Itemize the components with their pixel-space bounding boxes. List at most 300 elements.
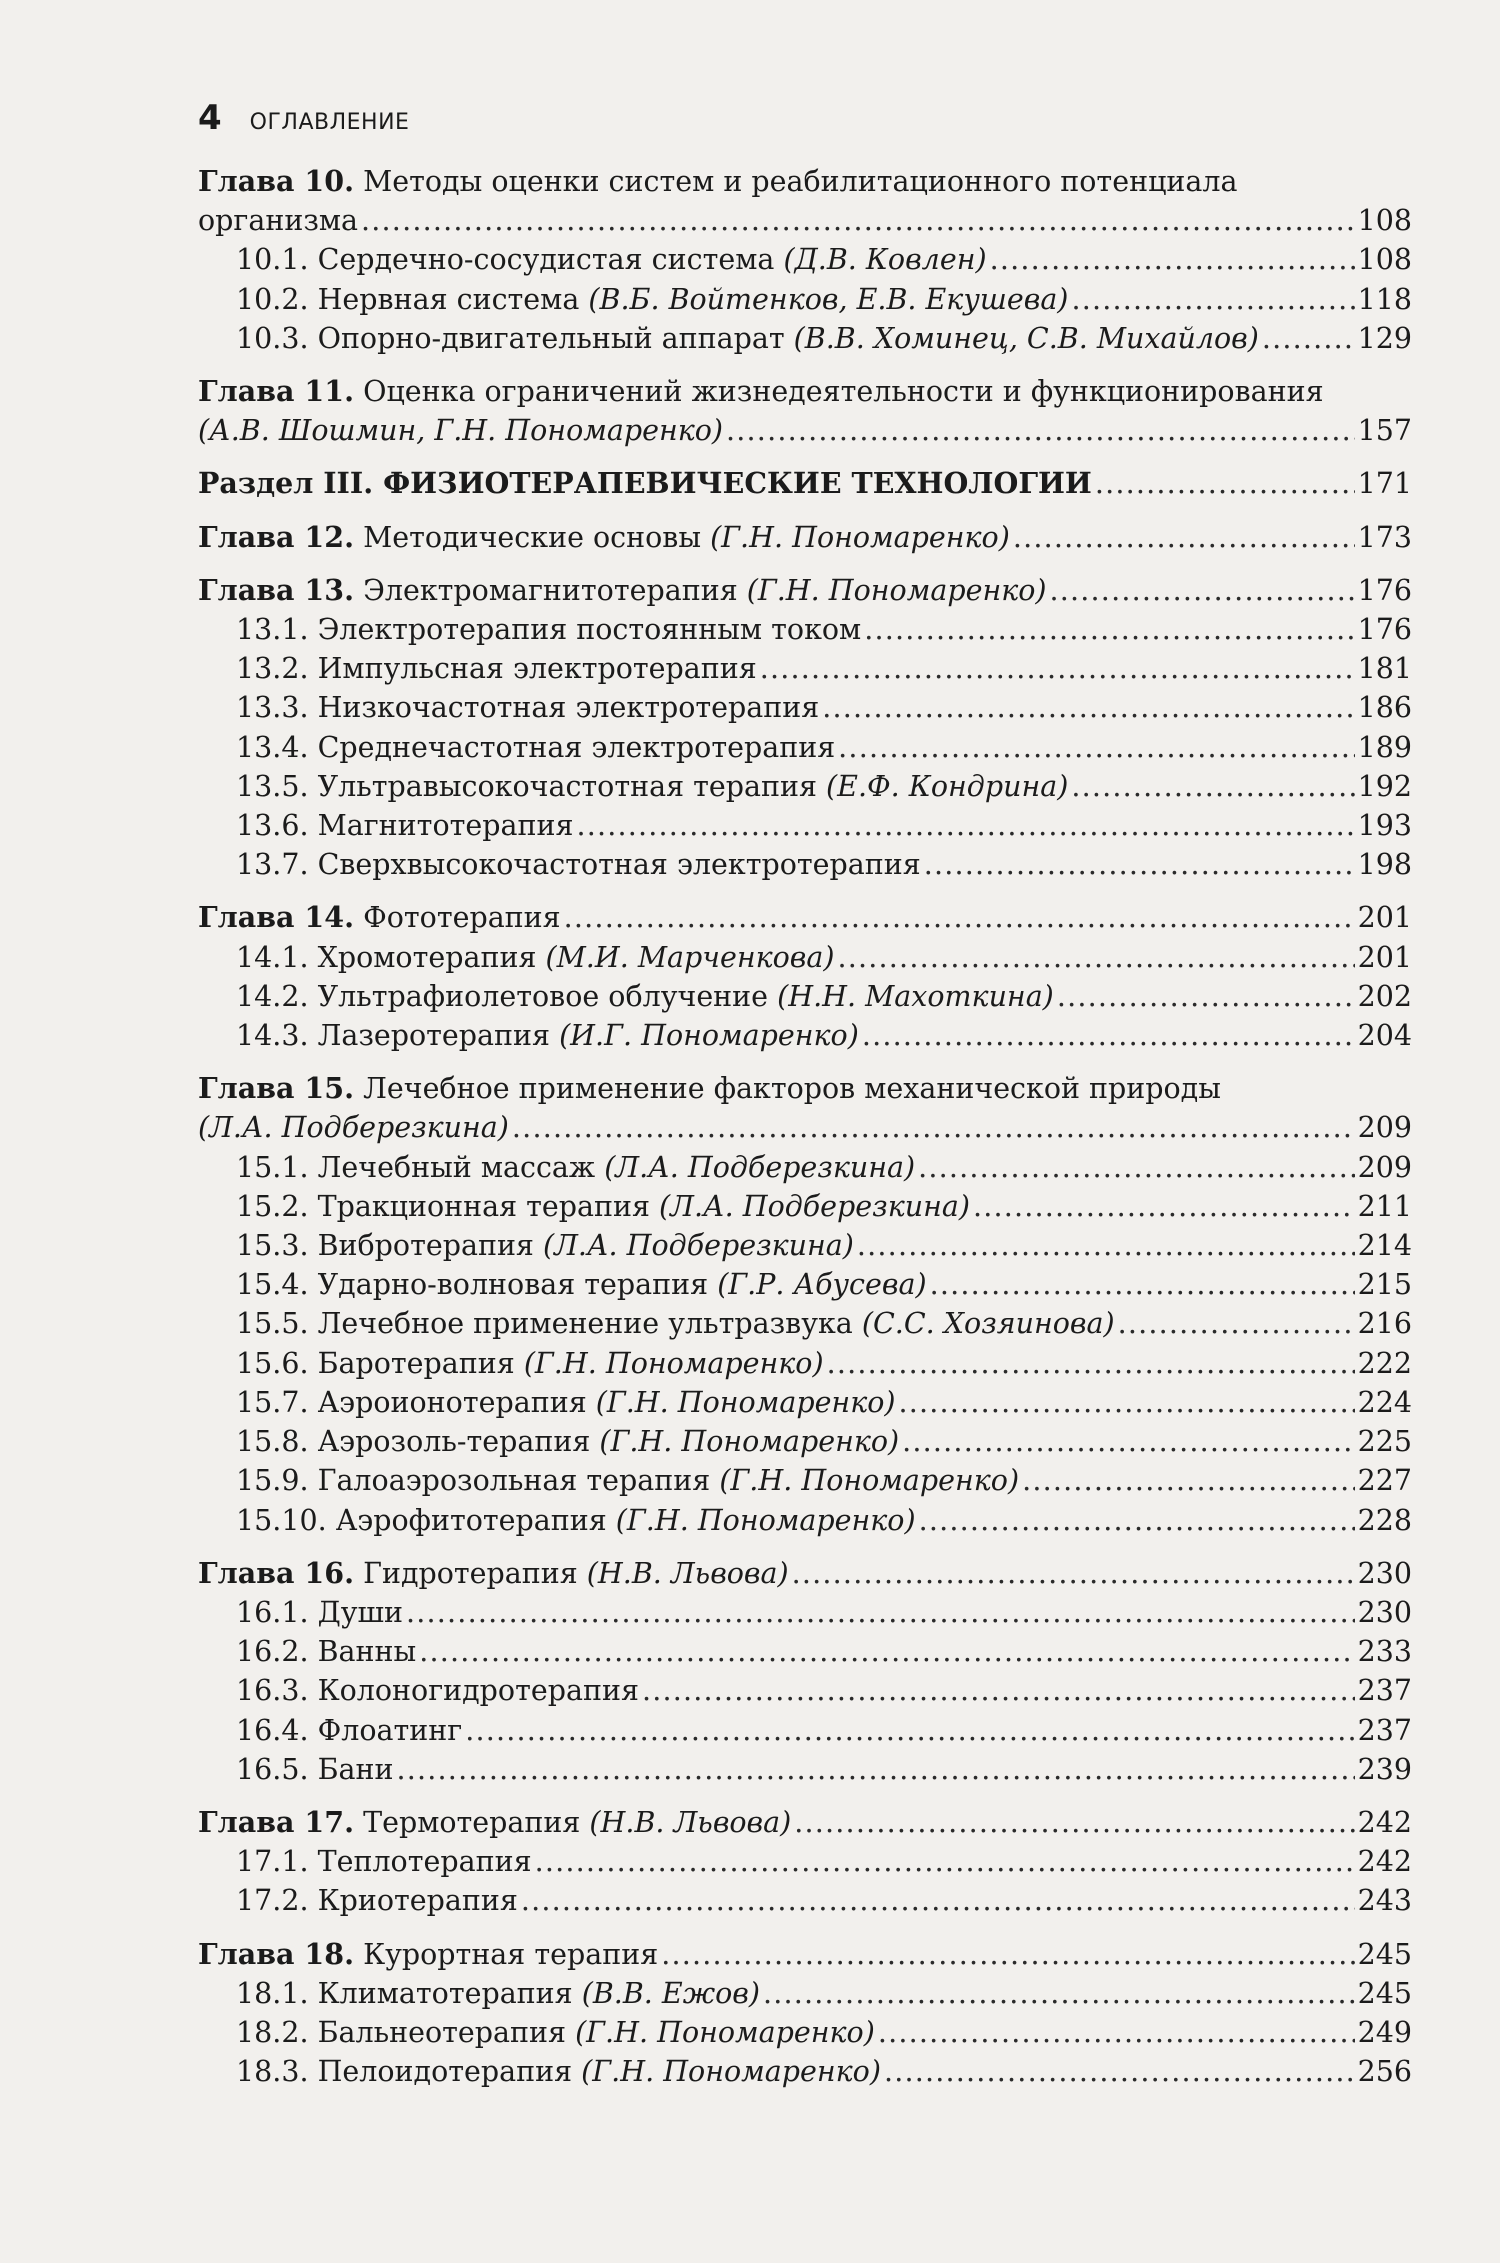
page-ref: 211 [1357, 1189, 1412, 1223]
section-title: Раздел III. ФИЗИОТЕРАПЕВИЧЕСКИЕ ТЕХНОЛОГИИ [198, 466, 1092, 501]
dot-leader [924, 845, 1355, 884]
chapter-label: Глава 11. [198, 374, 355, 409]
toc-chapter[interactable] [198, 571, 1412, 610]
toc-subentry[interactable] [198, 767, 1412, 806]
subentry-text [236, 1881, 518, 1920]
subentry-title: 15.7. Аэроионотерапия [236, 1385, 596, 1419]
toc-subentry[interactable] [198, 938, 1412, 977]
toc-subentry[interactable] [198, 1344, 1412, 1383]
subentry-text [236, 728, 835, 767]
toc-line [198, 1803, 1412, 1842]
subentry-text [236, 1304, 1115, 1343]
page-ref: 245 [1357, 1976, 1412, 2010]
subentry-text [236, 1344, 824, 1383]
subentry-title: 15.3. Вибротерапия [236, 1229, 543, 1263]
toc-line [198, 1935, 1412, 1974]
dot-leader [792, 1554, 1355, 1593]
page-ref: 157 [1357, 414, 1412, 448]
toc-line [236, 610, 1412, 649]
toc-subentry[interactable] [198, 1383, 1412, 1422]
subentry-title: 13.2. Импульсная электротерапия [236, 652, 757, 686]
toc-chapter[interactable] [198, 898, 1412, 937]
subentry-text [236, 845, 921, 884]
subentry-author: (Г.Н. Пономаренко) [615, 1503, 916, 1537]
subentry-text [236, 1593, 403, 1632]
toc-subentry[interactable] [198, 1671, 1412, 1710]
toc-chapter[interactable] [198, 372, 1412, 450]
chapter-label: Глава 16. [198, 1555, 355, 1590]
page-number: 4 [198, 98, 222, 138]
dot-leader [1050, 571, 1355, 610]
subentry-author: (Л.А. Подберезкина) [542, 1229, 854, 1263]
chapter-continuation [198, 411, 723, 450]
chapter-label: Глава 17. [198, 1804, 355, 1839]
chapter-title: Методы оценки систем и реабилитационного потенциала [354, 165, 1238, 198]
toc-line [198, 1554, 1412, 1593]
subentry-text [236, 280, 1068, 319]
dot-leader [576, 806, 1354, 845]
dot-leader [878, 2013, 1355, 2052]
toc-subentry[interactable] [198, 1974, 1412, 2013]
dot-leader [919, 1501, 1355, 1540]
subentry-text [236, 1842, 532, 1881]
toc-line [236, 1593, 1412, 1632]
page-ref: 222 [1357, 1346, 1412, 1380]
chapter-title: Методические основы [354, 520, 711, 554]
subentry-text [236, 688, 819, 727]
subentry-title: 18.3. Пелоидотерапия [236, 2055, 582, 2089]
subentry-text [236, 1226, 854, 1265]
page-ref: 242 [1357, 1845, 1412, 1879]
dot-leader [862, 1016, 1355, 1055]
chapter-author: (Н.В. Львова) [586, 1556, 789, 1590]
subentry-title: 15.1. Лечебный массаж [236, 1150, 605, 1184]
dot-leader [397, 1750, 1355, 1789]
page-ref: 108 [1357, 243, 1412, 277]
toc-line [236, 2013, 1412, 2052]
toc-line [236, 1148, 1412, 1187]
subentry-text [236, 240, 987, 279]
subentry-title: 15.2. Тракционная терапия [236, 1189, 660, 1223]
chapter-title: Курортная терапия [354, 1937, 659, 1971]
page-ref: 216 [1357, 1307, 1412, 1341]
running-head [198, 98, 409, 138]
subentry-text [236, 2013, 875, 2052]
subentry-author: (Н.Н. Махоткина) [777, 979, 1054, 1013]
chapter-title: Гидротерапия [354, 1556, 587, 1590]
subentry-author: (В.В. Хоминец, С.В. Михайлов) [793, 321, 1259, 355]
toc-subentry[interactable] [198, 1265, 1412, 1304]
page-ref: 256 [1357, 2055, 1412, 2089]
toc-line [236, 319, 1412, 358]
toc-chapter[interactable] [198, 162, 1412, 240]
subentry-title: 14.2. Ультрафиолетовое облучение [236, 979, 778, 1013]
page-ref: 198 [1357, 848, 1412, 882]
toc-line [236, 649, 1412, 688]
chapter-label: Глава 14. [198, 900, 355, 935]
chapter-text [198, 571, 1047, 610]
subentry-title: 13.5. Ультравысокочастотная терапия [236, 769, 827, 803]
dot-leader [1013, 518, 1355, 557]
subentry-title: 18.2. Бальнеотерапия [236, 2015, 576, 2049]
dot-leader [642, 1671, 1355, 1710]
subentry-text [236, 319, 1259, 358]
toc-subentry[interactable] [198, 1711, 1412, 1750]
dot-leader [973, 1187, 1355, 1226]
subentry-text [236, 767, 1068, 806]
page-ref: 233 [1357, 1635, 1412, 1669]
page-ref: 176 [1357, 573, 1412, 607]
subentry-author: (Г.Н. Пономаренко) [581, 2055, 881, 2089]
subentry-author: (С.С. Хозяинова) [861, 1307, 1115, 1341]
page-ref: 189 [1357, 730, 1412, 764]
toc-line [198, 1108, 1412, 1147]
chapter-text [198, 1935, 658, 1974]
subentry-text [236, 1148, 915, 1187]
subentry-title: 14.3. Лазеротерапия [236, 1019, 560, 1053]
subentry-text [236, 1671, 639, 1710]
subentry-author: (Г.Н. Пономаренко) [599, 1425, 900, 1459]
chapter-continuation [198, 201, 358, 240]
subentry-title: 10.1. Сердечно-сосудистая система [236, 243, 784, 277]
toc-line [236, 1344, 1412, 1383]
subentry-title: 10.3. Опорно-двигательный аппарат [236, 321, 794, 355]
toc-subentry[interactable] [198, 1304, 1412, 1343]
toc-subentry[interactable] [198, 319, 1412, 358]
subentry-text [236, 1632, 416, 1671]
chapter-label: Глава 15. [198, 1071, 355, 1106]
subentry-title: 13.7. Сверхвысокочастотная электротерапия [236, 848, 921, 882]
subentry-author: (Л.А. Подберезкина) [659, 1189, 970, 1223]
toc-line [236, 728, 1412, 767]
chapter-title: Оценка ограничений жизнедеятельности и функционирования [354, 375, 1324, 409]
running-head-title: ОГЛАВЛЕНИЕ [249, 110, 410, 135]
chapter-label: Глава 13. [198, 572, 355, 607]
dot-leader [512, 1108, 1355, 1147]
toc-subentry[interactable] [198, 1881, 1412, 1920]
toc-subentry[interactable] [198, 688, 1412, 727]
page-ref: 239 [1357, 1752, 1412, 1786]
subentry-author: (Е.Ф. Кондрина) [826, 769, 1069, 803]
chapter-text [198, 518, 1010, 557]
toc-line [236, 1304, 1412, 1343]
page-ref: 204 [1357, 1019, 1412, 1053]
subentry-title: 15.9. Галоаэрозольная терапия [236, 1464, 720, 1498]
toc-line [236, 1422, 1412, 1461]
subentry-author: (И.Г. Пономаренко) [559, 1019, 859, 1053]
page-ref: 173 [1357, 520, 1412, 554]
toc-subentry[interactable] [198, 1187, 1412, 1226]
toc-chapter[interactable] [198, 1554, 1412, 1593]
subentry-author: (В.В. Ежов) [581, 1976, 760, 2010]
subentry-title: 16.2. Ванны [236, 1635, 417, 1669]
toc-line [236, 1632, 1412, 1671]
chapter-first-line [198, 1069, 1412, 1108]
dot-leader [822, 688, 1354, 727]
toc-subentry[interactable] [198, 1842, 1412, 1881]
toc-line [198, 464, 1412, 503]
toc-subentry[interactable] [198, 1632, 1412, 1671]
toc-line [236, 1501, 1412, 1540]
page-ref: 245 [1357, 1937, 1412, 1971]
subentry-title: 15.4. Ударно-волновая терапия [236, 1268, 718, 1302]
page-ref: 209 [1357, 1150, 1412, 1184]
subentry-author: (В.Б. Войтенков, Е.В. Екушева) [588, 282, 1069, 316]
dot-leader [902, 1422, 1354, 1461]
chapter-text [198, 1554, 789, 1593]
page-ref: 181 [1357, 652, 1412, 686]
toc-line [236, 1881, 1412, 1920]
chapter-label: Глава 10. [198, 164, 355, 198]
toc-line [236, 1842, 1412, 1881]
subentry-title: 18.1. Климатотерапия [236, 1976, 582, 2010]
toc-line [236, 977, 1412, 1016]
subentry-text [236, 977, 1054, 1016]
chapter-author: (Л.А. Подберезкина) [198, 1111, 509, 1145]
toc-line [236, 240, 1412, 279]
page-ref: 186 [1357, 691, 1412, 725]
chapter-label: Глава 18. [198, 1936, 355, 1971]
page-ref: 209 [1357, 1111, 1412, 1145]
subentry-author: (Г.Н. Пономаренко) [719, 1464, 1020, 1498]
subentry-title: 13.4. Среднечастотная электротерапия [236, 730, 836, 764]
dot-leader [564, 898, 1355, 937]
toc-section[interactable] [198, 464, 1412, 503]
chapter-title: Лечебное применение факторов механической природы [354, 1072, 1221, 1106]
page-ref: 237 [1357, 1674, 1412, 1708]
dot-leader [535, 1842, 1355, 1881]
chapter-title: Термотерапия [354, 1805, 590, 1839]
toc-line [236, 767, 1412, 806]
page-ref: 129 [1357, 321, 1412, 355]
dot-leader [726, 411, 1355, 450]
toc-line [236, 806, 1412, 845]
toc-chapter[interactable] [198, 1803, 1412, 1842]
dot-leader [763, 1974, 1355, 2013]
dot-leader [760, 649, 1355, 688]
dot-leader [661, 1935, 1354, 1974]
toc-subentry[interactable] [198, 1148, 1412, 1187]
toc-line [236, 938, 1412, 977]
page-ref: 225 [1357, 1425, 1412, 1459]
toc-subentry[interactable] [198, 280, 1412, 319]
toc-subentry[interactable] [198, 1593, 1412, 1632]
subentry-text [236, 806, 573, 845]
subentry-text [236, 1265, 927, 1304]
subentry-title: 15.10. Аэрофитотерапия [236, 1503, 616, 1537]
page-ref: 176 [1357, 613, 1412, 647]
page-ref: 230 [1357, 1595, 1412, 1629]
toc-subentry[interactable] [198, 1422, 1412, 1461]
chapter-text [198, 1803, 791, 1842]
toc-subentry[interactable] [198, 1226, 1412, 1265]
page-ref: 237 [1357, 1713, 1412, 1747]
dot-leader [857, 1226, 1355, 1265]
toc-chapter[interactable] [198, 1069, 1412, 1147]
toc-line [236, 1671, 1412, 1710]
page-ref: 108 [1357, 204, 1412, 238]
chapter-text [198, 898, 561, 937]
subentry-text [236, 1974, 760, 2013]
subentry-title: 13.6. Магнитотерапия [236, 809, 574, 843]
toc-line [236, 688, 1412, 727]
page-ref: 243 [1357, 1884, 1412, 1918]
subentry-author: (Д.В. Ковлен) [783, 243, 987, 277]
toc-chapter[interactable] [198, 1935, 1412, 1974]
subentry-text [236, 1187, 970, 1226]
page-ref: 118 [1357, 282, 1412, 316]
toc-line [236, 1383, 1412, 1422]
dot-leader [827, 1344, 1355, 1383]
dot-leader [1022, 1461, 1355, 1500]
toc-line [236, 1226, 1412, 1265]
subentry-title: 15.6. Баротерапия [236, 1346, 524, 1380]
dot-leader [884, 2052, 1355, 2091]
subentry-author: (Г.Н. Пономаренко) [595, 1385, 896, 1419]
page-ref: 202 [1357, 979, 1412, 1013]
chapter-author: (Г.Н. Пономаренко) [710, 520, 1010, 554]
page-ref: 228 [1357, 1503, 1412, 1537]
page-ref: 171 [1357, 467, 1412, 501]
toc-subentry[interactable] [198, 649, 1412, 688]
dot-leader [361, 201, 1355, 240]
toc-subentry[interactable] [198, 2052, 1412, 2091]
chapter-title: Электромагнитотерапия [354, 573, 747, 607]
dot-leader [918, 1148, 1354, 1187]
subentry-text [236, 1711, 462, 1750]
toc-line [236, 1974, 1412, 2013]
chapter-first-line [198, 372, 1412, 411]
dot-leader [1095, 464, 1355, 503]
dot-leader [1057, 977, 1355, 1016]
toc-subentry[interactable] [198, 1750, 1412, 1789]
toc-subentry[interactable] [198, 1461, 1412, 1500]
toc-line [198, 518, 1412, 557]
toc-line [236, 280, 1412, 319]
chapter-author: (А.В. Шошмин, Г.Н. Пономаренко) [198, 414, 724, 448]
subentry-text [236, 938, 835, 977]
subentry-text [236, 1016, 859, 1055]
page-ref: 214 [1357, 1229, 1412, 1263]
subentry-title: 13.3. Низкочастотная электротерапия [236, 691, 820, 725]
subentry-title: 17.2. Криотерапия [236, 1884, 518, 1918]
page-ref: 201 [1357, 940, 1412, 974]
subentry-author: (Г.Н. Пономаренко) [575, 2015, 875, 2049]
toc-chapter[interactable] [198, 518, 1412, 557]
toc-line [198, 411, 1412, 450]
page-ref: 224 [1357, 1385, 1412, 1419]
dot-leader [794, 1803, 1354, 1842]
dot-leader [1071, 767, 1354, 806]
toc-line [236, 1711, 1412, 1750]
dot-leader [990, 240, 1355, 279]
subentry-author: (М.И. Марченкова) [545, 940, 835, 974]
subentry-text [236, 2052, 881, 2091]
toc-line [236, 1750, 1412, 1789]
page-ref: 230 [1357, 1556, 1412, 1590]
toc-line [236, 1016, 1412, 1055]
dot-leader [521, 1881, 1355, 1920]
toc-line [236, 2052, 1412, 2091]
page-ref: 193 [1357, 809, 1412, 843]
toc-subentry[interactable] [198, 845, 1412, 884]
toc-line [198, 898, 1412, 937]
toc-subentry[interactable] [198, 1016, 1412, 1055]
dot-leader [864, 610, 1354, 649]
dot-leader [1262, 319, 1355, 358]
chapter-continuation [198, 1108, 509, 1147]
subentry-title: 13.1. Электротерапия постоянным током [236, 613, 862, 647]
subentry-text [236, 1750, 394, 1789]
subentry-text [236, 1461, 1019, 1500]
dot-leader [930, 1265, 1355, 1304]
dot-leader [899, 1383, 1355, 1422]
page-ref: 215 [1357, 1268, 1412, 1302]
subentry-title: 15.5. Лечебное применение ультразвука [236, 1307, 862, 1341]
subentry-author: (Л.А. Подберезкина) [604, 1150, 916, 1184]
dot-leader [1118, 1304, 1355, 1343]
subentry-author: (Г.Р. Абусева) [717, 1268, 927, 1302]
subentry-text [236, 649, 757, 688]
toc-subentry[interactable] [198, 806, 1412, 845]
chapter-title-cont: организма [198, 204, 359, 238]
dot-leader [406, 1593, 1355, 1632]
toc-line [198, 571, 1412, 610]
page-ref: 249 [1357, 2015, 1412, 2049]
subentry-text [236, 1422, 899, 1461]
toc-subentry[interactable] [198, 2013, 1412, 2052]
chapter-first-line [198, 162, 1412, 201]
dot-leader [465, 1711, 1354, 1750]
subentry-title: 16.3. Колоногидротерапия [236, 1674, 639, 1708]
toc-line [236, 1265, 1412, 1304]
subentry-title: 16.5. Бани [236, 1752, 394, 1786]
page-ref: 192 [1357, 769, 1412, 803]
toc-subentry[interactable] [198, 1501, 1412, 1540]
page-ref: 242 [1357, 1805, 1412, 1839]
toc-line [236, 845, 1412, 884]
dot-leader [838, 728, 1354, 767]
subentry-text [236, 1501, 916, 1540]
dot-leader [1071, 280, 1354, 319]
subentry-title: 16.1. Души [236, 1595, 404, 1629]
subentry-title: 15.8. Аэрозоль-терапия [236, 1425, 600, 1459]
toc-subentry[interactable] [198, 240, 1412, 279]
chapter-title: Фототерапия [354, 901, 561, 935]
toc-line [236, 1461, 1412, 1500]
chapter-label: Глава 12. [198, 519, 355, 554]
toc-subentry[interactable] [198, 728, 1412, 767]
subentry-text [236, 610, 861, 649]
dot-leader [419, 1632, 1354, 1671]
page-ref: 201 [1357, 901, 1412, 935]
subentry-title: 17.1. Теплотерапия [236, 1845, 532, 1879]
subentry-author: (Г.Н. Пономаренко) [523, 1346, 824, 1380]
dot-leader [838, 938, 1355, 977]
toc-line [198, 201, 1412, 240]
subentry-text [236, 1383, 896, 1422]
subentry-title: 10.2. Нервная система [236, 282, 589, 316]
table-of-contents [198, 162, 1412, 2091]
toc-subentry[interactable] [198, 610, 1412, 649]
toc-subentry[interactable] [198, 977, 1412, 1016]
chapter-author: (Г.Н. Пономаренко) [746, 573, 1047, 607]
toc-line [236, 1187, 1412, 1226]
chapter-author: (Н.В. Львова) [589, 1805, 792, 1839]
page-ref: 227 [1357, 1464, 1412, 1498]
subentry-title: 14.1. Хромотерапия [236, 940, 546, 974]
subentry-title: 16.4. Флоатинг [236, 1713, 463, 1747]
